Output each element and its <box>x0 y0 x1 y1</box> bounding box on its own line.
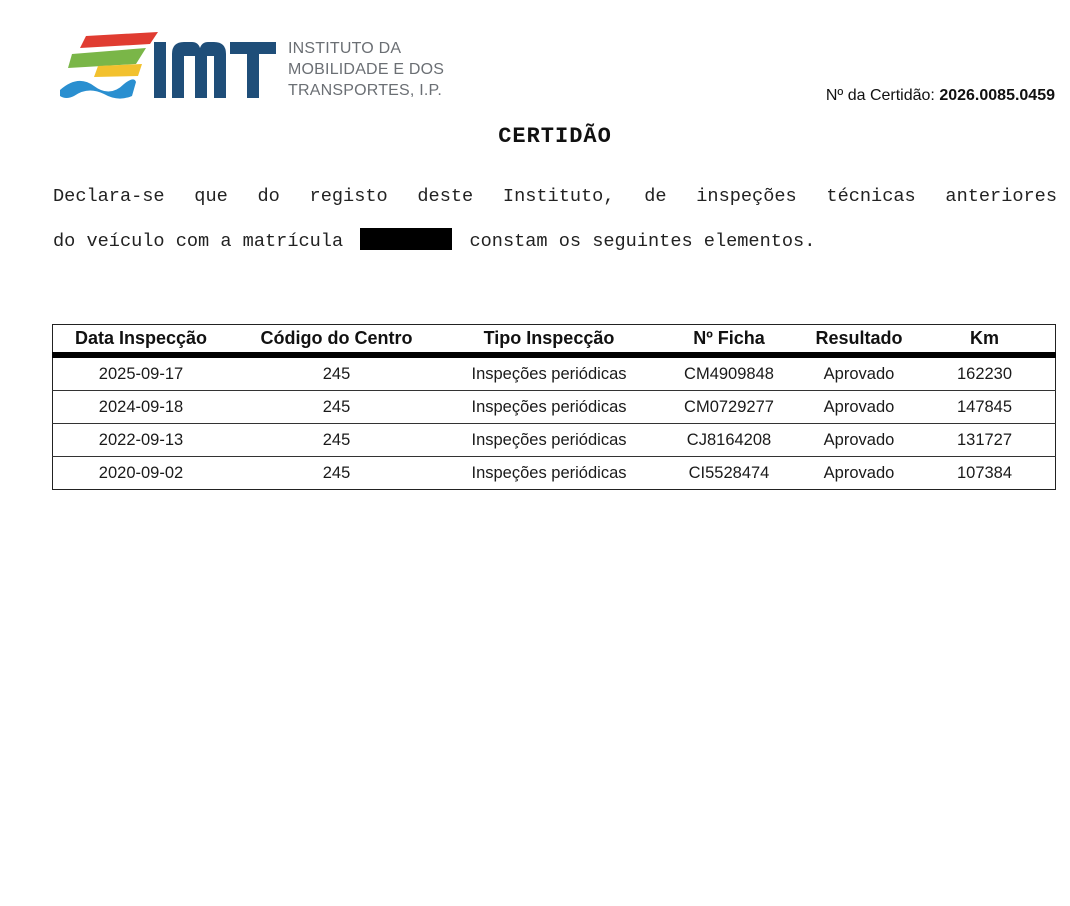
logo-letter-t <box>230 42 276 98</box>
cell-date: 2025-09-17 <box>98 364 184 383</box>
declaration-line-1: Declara-se que do registo deste Instituto, de inspeções técnicas anteriores <box>53 186 1057 207</box>
document-title: CERTIDÃO <box>498 124 612 149</box>
cell-center-code: 245 <box>229 457 444 490</box>
cell-inspection-type: Inspeções periódicas <box>444 424 654 457</box>
table-row <box>53 355 1056 391</box>
cell-inspection-type: Inspeções periódicas <box>471 364 627 383</box>
cell-inspection-type: Inspeções periódicas <box>444 391 654 424</box>
declaration-line-2-end: constam os seguintes elementos. <box>469 231 816 252</box>
header-sheet-number: Nº Ficha <box>654 325 804 356</box>
certificate-number-label: Nº da Certidão: <box>825 87 935 104</box>
table-row <box>53 457 1056 490</box>
cell-sheet-number: CM0729277 <box>654 391 804 424</box>
cell-km: 162230 <box>956 364 1013 383</box>
logo-yellow-stripe <box>94 64 142 77</box>
cell-date: 2020-09-02 <box>53 457 230 490</box>
institute-name-line: TRANSPORTES, I.P. <box>288 82 442 99</box>
declaration-line-2 <box>53 219 1057 264</box>
logo-red-stripe <box>80 32 158 48</box>
table-header-row <box>53 325 1056 356</box>
declaration-line-2-start: do veículo com a matrícula <box>53 231 344 252</box>
cell-date: 2024-09-18 <box>53 391 230 424</box>
table-row <box>53 424 1056 457</box>
header-result: Resultado <box>804 325 914 356</box>
cell-result: Aprovado <box>804 457 914 490</box>
header-date: Data Inspecção <box>53 325 230 356</box>
institute-name-line: MOBILIDADE E DOS <box>288 61 445 78</box>
redacted-plate <box>360 228 452 250</box>
cell-center-code: 245 <box>322 364 351 383</box>
logo-blue-wave <box>60 79 136 98</box>
cell-sheet-number: CJ8164208 <box>654 424 804 457</box>
certificate-number-value: 2026.0085.0459 <box>939 87 1055 104</box>
table-row <box>53 391 1056 424</box>
institute-name <box>288 38 444 101</box>
cell-sheet-number: CI5528474 <box>654 457 804 490</box>
cell-km: 147845 <box>914 391 1056 424</box>
institute-name-line: INSTITUTO DA <box>288 40 402 57</box>
logo-letter-i <box>154 42 166 98</box>
cell-center-code: 245 <box>229 391 444 424</box>
cell-result: Aprovado <box>804 424 914 457</box>
cell-km: 107384 <box>914 457 1056 490</box>
cell-sheet-number: CM4909848 <box>684 364 774 383</box>
cell-km: 131727 <box>914 424 1056 457</box>
cell-center-code: 245 <box>229 424 444 457</box>
header-center-code: Código do Centro <box>229 325 444 356</box>
header-km: Km <box>914 325 1056 356</box>
inspections-table <box>52 324 1056 490</box>
declaration-text <box>53 174 1057 264</box>
certificate-number <box>826 87 1055 105</box>
logo-letter-m <box>172 42 226 98</box>
header-inspection-type: Tipo Inspecção <box>444 325 654 356</box>
cell-date: 2022-09-13 <box>53 424 230 457</box>
cell-inspection-type: Inspeções periódicas <box>444 457 654 490</box>
imt-logo <box>58 30 278 104</box>
cell-result: Aprovado <box>804 391 914 424</box>
cell-result: Aprovado <box>823 364 895 383</box>
